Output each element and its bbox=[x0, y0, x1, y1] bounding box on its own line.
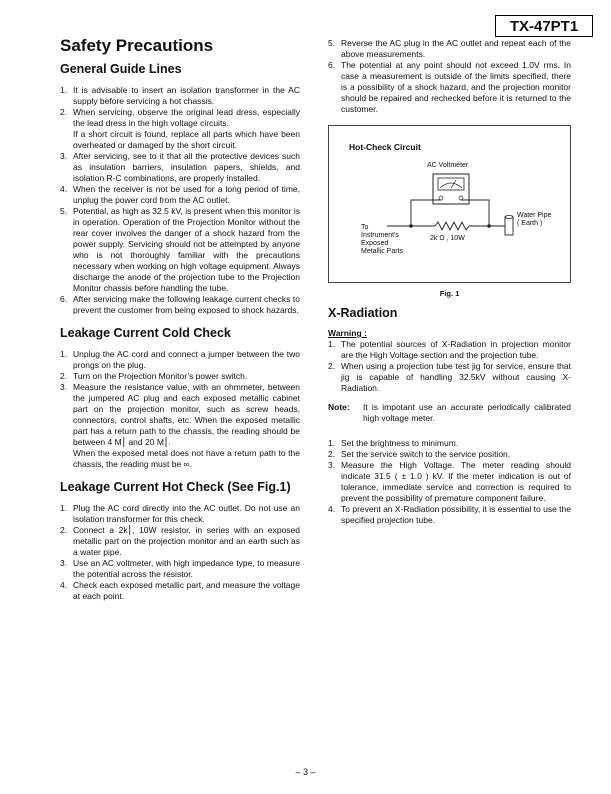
list-item bbox=[60, 107, 300, 151]
list-item-main: Use an AC voltmeter, with high impedance type, to measure the potential across the resistor. bbox=[73, 558, 300, 579]
list-item-main: Unplug the AC cord and connect a jumper between the two prongs on the plug. bbox=[73, 349, 300, 370]
list-item bbox=[60, 382, 300, 470]
list-item-subparagraph: If a short circuit is found, replace all parts which have been overheated or damaged by the short circuit. bbox=[73, 129, 300, 150]
list-item-subparagraph: When the exposed metal does not have a return path to the chassis, the reading must be ∞. bbox=[73, 448, 300, 469]
list-item-text bbox=[341, 438, 571, 449]
list-item-number: 5. bbox=[328, 38, 336, 48]
list-item-main: After servicing, see to it that all the protective devices such as insulation barriers, insulation papers, shields, and isolation R-C combinations, are properly installed. bbox=[73, 151, 300, 183]
instrument-label-line: Instrument's bbox=[361, 232, 399, 239]
list-item bbox=[328, 504, 571, 526]
water-pipe-label bbox=[517, 212, 551, 228]
circuit-diagram bbox=[329, 126, 572, 284]
hot-heading: Leakage Current Hot Check (See Fig.1) bbox=[60, 480, 291, 494]
list-item-main: The potential at any point should not exceed 1.0V rms. In case a measurement is outside of the limits specified, there is a possibility of a shock hazard, and the projection monitor should be repaired and rechecked before it is returned to the customer. bbox=[341, 60, 571, 114]
water-pipe-label-line: ( Earth ) bbox=[517, 220, 543, 227]
list-item bbox=[328, 38, 571, 60]
note-label: Note: bbox=[328, 402, 350, 412]
list-item-main: When using a projection tube test jig for service, ensure that jig is capable of handling 32.5kV without causing X-Radiation. bbox=[341, 361, 571, 393]
list-item-number: 3. bbox=[60, 382, 68, 392]
list-item-main: The potential sources of X-Radiation in projection monitor are the High Voltage section and the projection tube. bbox=[341, 339, 571, 360]
list-item bbox=[328, 339, 571, 361]
list-item bbox=[60, 558, 300, 580]
page-title: Safety Precautions bbox=[60, 36, 214, 55]
list-item-main: Measure the resistance value, with an ohmmeter, between the jumpered AC plug and each exposed metallic cabinet part on the projection monitor, such as screw heads, connectors, control shafts, etc. When the exposed metallic part has a return path to the chassis, the reading should be between 4 M⎮ and 20 M⎮. bbox=[73, 382, 300, 447]
voltmeter-icon bbox=[433, 174, 469, 204]
list-item bbox=[328, 460, 571, 504]
list-item-main: When servicing, observe the original lead dress, especially the lead dress in the high voltage circuits. bbox=[73, 107, 300, 128]
list-item bbox=[60, 503, 300, 525]
list-item bbox=[328, 60, 571, 115]
list-item-number: 2. bbox=[60, 525, 68, 535]
instrument-label-line: Metallic Parts bbox=[361, 248, 404, 255]
list-item-main: Reverse the AC plug in the AC outlet and repeat each of the above measurements. bbox=[341, 38, 571, 59]
list-item bbox=[328, 361, 571, 394]
list-item-number: 4. bbox=[328, 504, 336, 514]
list-item bbox=[60, 349, 300, 371]
list-item-number: 2. bbox=[60, 107, 68, 117]
list-item bbox=[60, 206, 300, 294]
list-item-main: Set the brightness to minimum. bbox=[341, 438, 459, 448]
list-item-main: Check each exposed metallic part, and measure the voltage at each point. bbox=[73, 580, 300, 601]
list-item-text bbox=[73, 206, 300, 294]
list-item-main: After servicing make the following leakage current checks to prevent the customer from being exposed to shock hazards. bbox=[73, 294, 300, 315]
list-item bbox=[328, 449, 571, 460]
list-item-text bbox=[73, 184, 300, 206]
list-item-number: 3. bbox=[60, 151, 68, 161]
list-item bbox=[60, 525, 300, 558]
cold-heading: Leakage Current Cold Check bbox=[60, 326, 231, 340]
list-item-number: 1. bbox=[60, 349, 68, 359]
list-item-number: 3. bbox=[60, 558, 68, 568]
list-item bbox=[60, 580, 300, 602]
note-text: It is impotant use an accurate periodically calibrated high voltage meter. bbox=[363, 402, 571, 423]
instrument-label bbox=[361, 224, 403, 256]
instrument-label-line: Exposed bbox=[361, 240, 389, 247]
list-item-main: Plug the AC cord directly into the AC outlet. Do not use an isolation transformer for this check. bbox=[73, 503, 300, 524]
list-item-number: 4. bbox=[60, 184, 68, 194]
list-item-text bbox=[73, 558, 300, 580]
warning-label: Warning : bbox=[328, 328, 367, 338]
list-item-main: Set the service switch to the service position. bbox=[341, 449, 511, 459]
list-item-number: 1. bbox=[328, 438, 336, 448]
hot-list bbox=[60, 503, 300, 602]
right-column bbox=[328, 38, 571, 534]
page-number: – 3 – bbox=[295, 767, 316, 777]
list-item-number: 2. bbox=[328, 361, 336, 371]
list-item-text bbox=[73, 85, 300, 107]
list-item-number: 6. bbox=[328, 60, 336, 70]
list-item-number: 5. bbox=[60, 206, 68, 216]
hot-check-figure bbox=[328, 125, 571, 283]
general-heading: General Guide Lines bbox=[60, 62, 182, 76]
list-item-text bbox=[341, 38, 571, 60]
list-item bbox=[60, 85, 300, 107]
list-item-text bbox=[341, 361, 571, 394]
list-item-text bbox=[341, 449, 571, 460]
list-item-text bbox=[341, 504, 571, 526]
model-number-box: TX-47PT1 bbox=[495, 15, 593, 37]
list-item-text bbox=[73, 349, 300, 371]
list-item-main: It is advisable to insert an isolation transformer in the AC supply before servicing a hot chassis. bbox=[73, 85, 300, 106]
list-item-main: Potential, as high as 32.5 kV, is present when this monitor is in operation. Operation of the Projection Monitor without the rear cover involves the danger of a shock hazard from the power supply. Servicing should not be attempted by anyone who is not thoroughly familiar with the precautions necessary when working on high voltage equipment. Always discharge the anode of the projection tube to the Projection Monitor chassis before handling the tube. bbox=[73, 206, 300, 293]
list-item-main: Measure the High Voltage. The meter reading should indicate 31.5 ( ± 1.0 ) kV. If the meter indication is out of tolerance, immediate service and correction is required to prevent the possibility of premature component failure. bbox=[341, 460, 571, 503]
list-item-text bbox=[73, 580, 300, 602]
water-pipe-icon bbox=[505, 216, 513, 236]
list-item-text bbox=[73, 503, 300, 525]
list-item-number: 1. bbox=[328, 339, 336, 349]
general-list bbox=[60, 85, 300, 316]
list-item-text bbox=[73, 151, 300, 184]
hot-continued-list bbox=[328, 38, 571, 115]
list-item bbox=[60, 371, 300, 382]
list-item-number: 6. bbox=[60, 294, 68, 304]
list-item-number: 2. bbox=[60, 371, 68, 381]
left-column bbox=[60, 36, 300, 610]
list-item-main: Turn on the Projection Monitor’s power switch. bbox=[73, 371, 248, 381]
xray-list bbox=[328, 339, 571, 394]
list-item-number: 4. bbox=[60, 580, 68, 590]
resistor-label: 2k Ω , 10W bbox=[430, 235, 465, 242]
list-item-text bbox=[73, 525, 300, 558]
list-item bbox=[60, 184, 300, 206]
list-item-number: 2. bbox=[328, 449, 336, 459]
note-block bbox=[328, 402, 571, 424]
list-item-text bbox=[73, 107, 300, 151]
instrument-label-line: To bbox=[361, 224, 369, 231]
list-item bbox=[328, 438, 571, 449]
list-item-text bbox=[73, 382, 300, 470]
list-item-text bbox=[341, 460, 571, 504]
xray-steps-list bbox=[328, 438, 571, 526]
list-item-main: Connect a 2k⎮, 10W resistor, in series with an exposed metallic part on the projection monitor and an earth such as a water pipe. bbox=[73, 525, 300, 557]
list-item bbox=[60, 294, 300, 316]
voltmeter-label: AC Voltmeter bbox=[427, 162, 469, 169]
figure-caption: Fig. 1 bbox=[439, 289, 460, 298]
list-item-text bbox=[341, 60, 571, 115]
list-item-number: 1. bbox=[60, 85, 68, 95]
figure-title: Hot-Check Circuit bbox=[349, 142, 421, 152]
list-item bbox=[60, 151, 300, 184]
water-pipe-label-line: Water Pipe bbox=[517, 212, 552, 219]
list-item-number: 3. bbox=[328, 460, 336, 470]
xray-heading: X-Radiation bbox=[328, 306, 398, 320]
resistor-icon bbox=[435, 222, 469, 230]
list-item-text bbox=[341, 339, 571, 361]
list-item-main: To prevent an X-Radiation possibility, it is essential to use the specified projection tube. bbox=[341, 504, 571, 525]
list-item-number: 1. bbox=[60, 503, 68, 513]
list-item-text bbox=[73, 371, 300, 382]
list-item-main: When the receiver is not be used for a long period of time, unplug the power cord from the AC outlet. bbox=[73, 184, 300, 205]
cold-list bbox=[60, 349, 300, 470]
list-item-text bbox=[73, 294, 300, 316]
